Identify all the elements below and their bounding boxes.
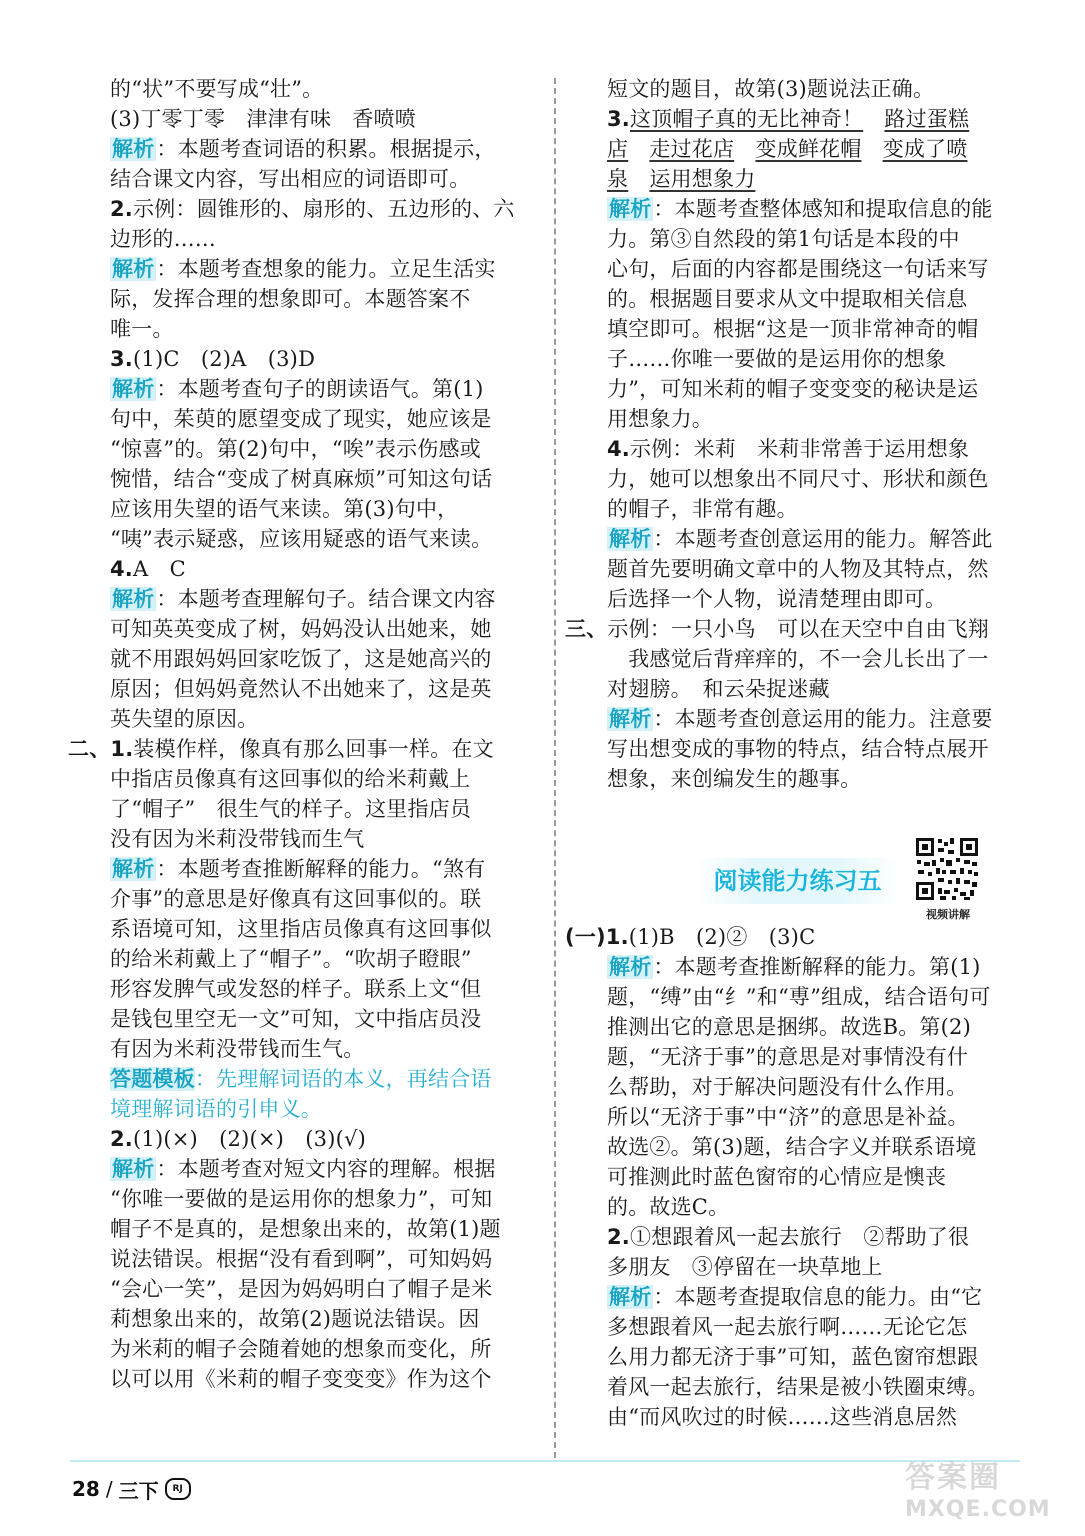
line-text: 推测出它的意思是捆绑。故选B。第(2) <box>607 1015 971 1039</box>
text-line <box>110 1064 530 1094</box>
analysis-label: 解析 <box>609 197 652 221</box>
text-line <box>110 284 530 314</box>
text-line <box>110 1214 530 1244</box>
line-text: 就不用跟妈妈回家吃饭了，这是她高兴的 <box>110 647 492 671</box>
line-text: ：本题考查理解句子。结合课文内容 <box>156 587 496 611</box>
line-text: 可知英英变成了树，妈妈没认出她来，她 <box>110 617 492 641</box>
line-text: 唯一。 <box>110 317 174 341</box>
text-line <box>607 1312 1027 1342</box>
line-text: 多想跟着风一起去旅行啊……无论它怎 <box>607 1315 968 1339</box>
right-column-top <box>565 74 1027 794</box>
text-line <box>607 982 1027 1012</box>
line-text: 我感觉后背痒痒的，不一会儿长出了一 <box>607 647 989 671</box>
line-text: 帽子不是真的，是想象出来的，故第(1)题 <box>110 1217 501 1241</box>
underlined-answer: 泉 <box>607 167 629 191</box>
text-line <box>607 194 1027 224</box>
line-text: 示例：米莉 米莉非常善于运用想象 <box>630 437 970 461</box>
line-text: 应该用失望的语气来读。第(3)句中， <box>110 497 459 521</box>
text-line <box>565 614 1027 644</box>
text-line <box>607 584 1027 614</box>
line-text: 有因为米莉没带钱而生气。 <box>110 1037 365 1061</box>
line-text: 对翅膀。 和云朵捉迷藏 <box>607 677 830 701</box>
text-line <box>110 584 530 614</box>
text-line <box>607 74 1027 104</box>
line-text: ：本题考查创意运用的能力。注意要 <box>653 707 993 731</box>
text-line <box>110 254 530 284</box>
line-text: 示例：一只小鸟 可以在天空中自由飞翔 <box>607 617 990 641</box>
line-text: ：本题考查推断解释的能力。第(1) <box>653 955 981 979</box>
text-line <box>607 1372 1027 1402</box>
line-text: 所以“无济于事”中“济”的意思是补益。 <box>607 1105 969 1129</box>
line-text: 边形的…… <box>110 227 216 251</box>
line-text: ：本题考查词语的积累。根据提示， <box>156 137 496 161</box>
underlined-answer: 变成了喷 <box>882 137 968 161</box>
question-number: 2. <box>110 197 133 221</box>
text-line <box>607 404 1027 434</box>
text-line <box>607 644 1027 674</box>
text-line <box>607 1132 1027 1162</box>
line-text: 写出想变成的事物的特点，结合特点展开 <box>607 737 989 761</box>
text-line <box>607 134 1027 164</box>
line-text: 结合课文内容，写出相应的词语即可。 <box>110 167 471 191</box>
text-line <box>607 1012 1027 1042</box>
text-line <box>607 104 1027 134</box>
line-text: 题首先要明确文章中的人物及其特点，然 <box>607 557 989 581</box>
line-text: 想象，来创编发生的趣事。 <box>607 767 862 791</box>
text-line <box>607 434 1027 464</box>
analysis-label: 解析 <box>112 1157 155 1181</box>
text-line <box>110 1154 530 1184</box>
underlined-answer: 运用想象力 <box>649 167 756 191</box>
text-line <box>607 1042 1027 1072</box>
question-number: 4. <box>110 557 133 581</box>
line-text: 着风一起去旅行，结果是被小铁圈束缚。 <box>607 1375 989 1399</box>
question-number: 1. <box>110 737 134 761</box>
line-text: “你唯一要做的是运用你的想象力”，可知 <box>110 1187 493 1211</box>
line-text: 装模作样，像真有那么回事一样。在文 <box>133 737 494 761</box>
line-text: 是钱包里空无一文”可知，文中指店员没 <box>110 1007 482 1031</box>
line-text: ：先理解词语的本义，再结合语 <box>194 1067 492 1091</box>
line-text: 么帮助，对于解决问题没有什么作用。 <box>607 1075 968 1099</box>
analysis-label: 解析 <box>112 587 155 611</box>
text-line <box>110 164 530 194</box>
line-text <box>628 167 649 191</box>
text-line <box>607 1282 1027 1312</box>
text-line <box>607 254 1027 284</box>
text-line <box>110 1184 530 1214</box>
text-line <box>110 104 530 134</box>
column-divider <box>554 78 556 1458</box>
grade-label: 三下 <box>118 1478 159 1503</box>
line-text: 短文的题目，故第(3)题说法正确。 <box>607 77 935 101</box>
line-text: 的。故选C。 <box>607 1195 730 1219</box>
text-line <box>607 554 1027 584</box>
analysis-label: 解析 <box>609 1285 652 1309</box>
section-marker: 三、 <box>565 617 608 641</box>
text-line <box>110 1304 530 1334</box>
text-line <box>110 794 530 824</box>
line-text: 用想象力。 <box>607 407 713 431</box>
line-text: 境理解词语的引申义。 <box>110 1097 322 1121</box>
line-text: 中指店员像真有这回事似的给米莉戴上 <box>110 767 471 791</box>
watermark-url: MXQE.COM <box>905 1497 1051 1522</box>
text-line <box>110 1004 530 1034</box>
text-line <box>110 404 530 434</box>
line-text: 句中，茱萸的愿望变成了现实，她应该是 <box>110 407 492 431</box>
line-text: 说法错误。根据“没有看到啊”，可知妈妈 <box>110 1247 493 1271</box>
line-text: (3)丁零丁零 津津有味 香喷喷 <box>110 107 416 131</box>
line-text: A C <box>133 557 186 581</box>
line-text <box>863 107 884 131</box>
text-line <box>110 194 530 224</box>
line-text: 力，她可以想象出不同尺寸、形状和颜色 <box>607 467 989 491</box>
text-line <box>110 644 530 674</box>
text-line <box>565 922 1027 952</box>
text-line <box>110 1244 530 1274</box>
text-line <box>110 314 530 344</box>
line-text <box>628 137 649 161</box>
line-text: ：本题考查想象的能力。立足生活实 <box>156 257 496 281</box>
line-text: ①想跟着风一起去旅行 ②帮助了很 <box>630 1225 970 1249</box>
line-text: 惋惜，结合“变成了树真麻烦”可知这句话 <box>110 467 493 491</box>
line-text <box>734 137 755 161</box>
left-column <box>68 74 530 1394</box>
line-text: 心句，后面的内容都是围绕这一句话来写 <box>607 257 989 281</box>
text-line <box>110 674 530 704</box>
line-text: ：本题考查句子的朗读语气。第(1) <box>156 377 484 401</box>
text-line <box>110 1364 530 1394</box>
line-text: 没有因为米莉没带钱而生气 <box>110 827 365 851</box>
page-footer <box>72 1473 191 1505</box>
line-text: ：本题考查创意运用的能力。解答此 <box>653 527 993 551</box>
analysis-label: 解析 <box>112 377 155 401</box>
text-line <box>607 284 1027 314</box>
section-marker: (一) <box>565 925 606 949</box>
line-text: 么用力都无济于事”可知，蓝色窗帘想跟 <box>607 1345 979 1369</box>
analysis-label: 解析 <box>609 955 652 979</box>
text-line <box>607 1192 1027 1222</box>
underlined-answer: 这顶帽子真的无比神奇！ <box>630 107 864 131</box>
text-line <box>110 1334 530 1364</box>
question-number: 2. <box>607 1225 630 1249</box>
line-text: 的“状”不要写成“壮”。 <box>110 77 324 101</box>
analysis-label: 解析 <box>609 707 652 731</box>
page-number: 28 <box>72 1477 100 1501</box>
text-line <box>607 952 1027 982</box>
text-line <box>607 1252 1027 1282</box>
text-line <box>607 314 1027 344</box>
line-text: 形容发脾气或发怒的样子。联系上文“但 <box>110 977 482 1001</box>
text-line <box>607 734 1027 764</box>
text-line <box>110 914 530 944</box>
text-line <box>110 824 530 854</box>
line-text: ：本题考查对短文内容的理解。根据 <box>156 1157 496 1181</box>
text-line <box>110 764 530 794</box>
text-line <box>607 704 1027 734</box>
analysis-label: 解析 <box>112 857 155 881</box>
question-number: 2. <box>110 1127 133 1151</box>
line-text: 的。根据题目要求从文中提取相关信息 <box>607 287 968 311</box>
template-label: 答题模板 <box>110 1067 195 1091</box>
text-line <box>607 764 1027 794</box>
text-line <box>110 944 530 974</box>
text-line <box>110 974 530 1004</box>
line-text: “会心一笑”，是因为妈妈明白了帽子是米 <box>110 1277 493 1301</box>
section-title: 阅读能力练习五 <box>695 858 900 904</box>
text-line <box>110 1124 530 1154</box>
text-line <box>110 554 530 584</box>
line-text: 力。第③自然段的第1句话是本段的中 <box>607 227 960 251</box>
line-text: (1)B (2)② (3)C <box>628 925 816 949</box>
text-line <box>110 134 530 164</box>
text-line <box>110 1274 530 1304</box>
text-line <box>110 1094 530 1124</box>
line-text: 了“帽子” 很生气的样子。这里指店员 <box>110 797 472 821</box>
text-line <box>607 1402 1027 1432</box>
line-text: 系语境可知，这里指店员像真有这回事似 <box>110 917 492 941</box>
line-text: “惊喜”的。第(2)句中，“唉”表示伤感或 <box>110 437 481 461</box>
line-text: ：本题考查提取信息的能力。由“它 <box>653 1285 983 1309</box>
line-text: 示例：圆锥形的、扇形的、五边形的、六 <box>133 197 515 221</box>
line-text: 由“而风吹过的时候……这些消息居然 <box>607 1405 958 1429</box>
text-line <box>607 1072 1027 1102</box>
edition-badge-icon: RJ <box>165 1478 191 1500</box>
line-text: 多朋友 ③停留在一块草地上 <box>607 1255 883 1279</box>
text-line <box>607 1102 1027 1132</box>
line-text: 的帽子，非常有趣。 <box>607 497 798 521</box>
text-line <box>607 464 1027 494</box>
line-text: 为米莉的帽子会随着她的想象而变化，所 <box>110 1337 492 1361</box>
qr-caption: 视频讲解 <box>926 908 970 921</box>
text-line <box>607 1162 1027 1192</box>
text-line <box>110 434 530 464</box>
text-line <box>110 374 530 404</box>
underlined-answer: 走过花店 <box>649 137 735 161</box>
text-line <box>607 524 1027 554</box>
text-line <box>607 674 1027 704</box>
footer-slash: / <box>105 1477 113 1501</box>
text-line <box>110 884 530 914</box>
line-text: 介事”的意思是好像真有这回事似的。联 <box>110 887 482 911</box>
underlined-answer: 路过蛋糕 <box>884 107 970 131</box>
line-text <box>861 137 882 161</box>
line-text: 以可以用《米莉的帽子变变变》作为这个 <box>110 1367 492 1391</box>
line-text: 原因；但妈妈竟然认不出她来了，这是英 <box>110 677 492 701</box>
qr-code-icon[interactable] <box>914 836 980 902</box>
line-text: 际，发挥合理的想象即可。本题答案不 <box>110 287 471 311</box>
text-line <box>68 734 530 764</box>
line-text: 故选②。第(3)题，结合字义并联系语境 <box>607 1135 977 1159</box>
watermark-logo-text: 答案圈 <box>905 1460 1001 1495</box>
text-line <box>110 854 530 884</box>
line-text: “咦”表示疑惑，应该用疑惑的语气来读。 <box>110 527 493 551</box>
line-text: (1)C (2)A (3)D <box>133 347 316 371</box>
text-line <box>607 224 1027 254</box>
analysis-label: 解析 <box>112 257 155 281</box>
line-text: ：本题考查推断解释的能力。“煞有 <box>156 857 486 881</box>
footer-rule <box>70 1460 1020 1462</box>
text-line <box>110 494 530 524</box>
right-column-bottom <box>565 922 1027 1432</box>
text-line <box>110 614 530 644</box>
text-line <box>607 1342 1027 1372</box>
question-number: 1. <box>605 925 629 949</box>
line-text: 题，“缚”由“纟”和“尃”组成，结合语句可 <box>607 985 991 1009</box>
line-text: 可推测此时蓝色窗帘的心情应是懊丧 <box>607 1165 947 1189</box>
text-line <box>607 344 1027 374</box>
text-line <box>110 224 530 254</box>
analysis-label: 解析 <box>609 527 652 551</box>
text-line <box>110 74 530 104</box>
line-text: 子……你唯一要做的是运用你的想象 <box>607 347 947 371</box>
text-line <box>110 1034 530 1064</box>
line-text: 填空即可。根据“这是一顶非常神奇的帽 <box>607 317 979 341</box>
question-number: 3. <box>110 347 133 371</box>
text-line <box>110 344 530 374</box>
watermark <box>905 1460 1075 1530</box>
text-line <box>607 1222 1027 1252</box>
question-number: 4. <box>607 437 630 461</box>
text-line <box>110 524 530 554</box>
text-line <box>607 374 1027 404</box>
underlined-answer: 变成鲜花帽 <box>755 137 862 161</box>
section-marker: 二、 <box>68 737 111 761</box>
line-text: ：本题考查整体感知和提取信息的能 <box>653 197 993 221</box>
text-line <box>607 494 1027 524</box>
question-number: 3. <box>607 107 630 131</box>
text-line <box>110 464 530 494</box>
line-text: 力”，可知米莉的帽子变变变的秘诀是运 <box>607 377 979 401</box>
text-line <box>607 164 1027 194</box>
line-text: 英失望的原因。 <box>110 707 259 731</box>
analysis-label: 解析 <box>112 137 155 161</box>
line-text: 的给米莉戴上了“帽子”。“吹胡子瞪眼” <box>110 947 472 971</box>
line-text: 题，“无济于事”的意思是对事情没有什 <box>607 1045 969 1069</box>
underlined-answer: 店 <box>607 137 629 161</box>
text-line <box>110 704 530 734</box>
line-text: 莉想象出来的，故第(2)题说法错误。因 <box>110 1307 480 1331</box>
line-text: 后选择一个人物，说清楚理由即可。 <box>607 587 947 611</box>
line-text: (1)(×) (2)(×) (3)(√) <box>133 1127 366 1151</box>
